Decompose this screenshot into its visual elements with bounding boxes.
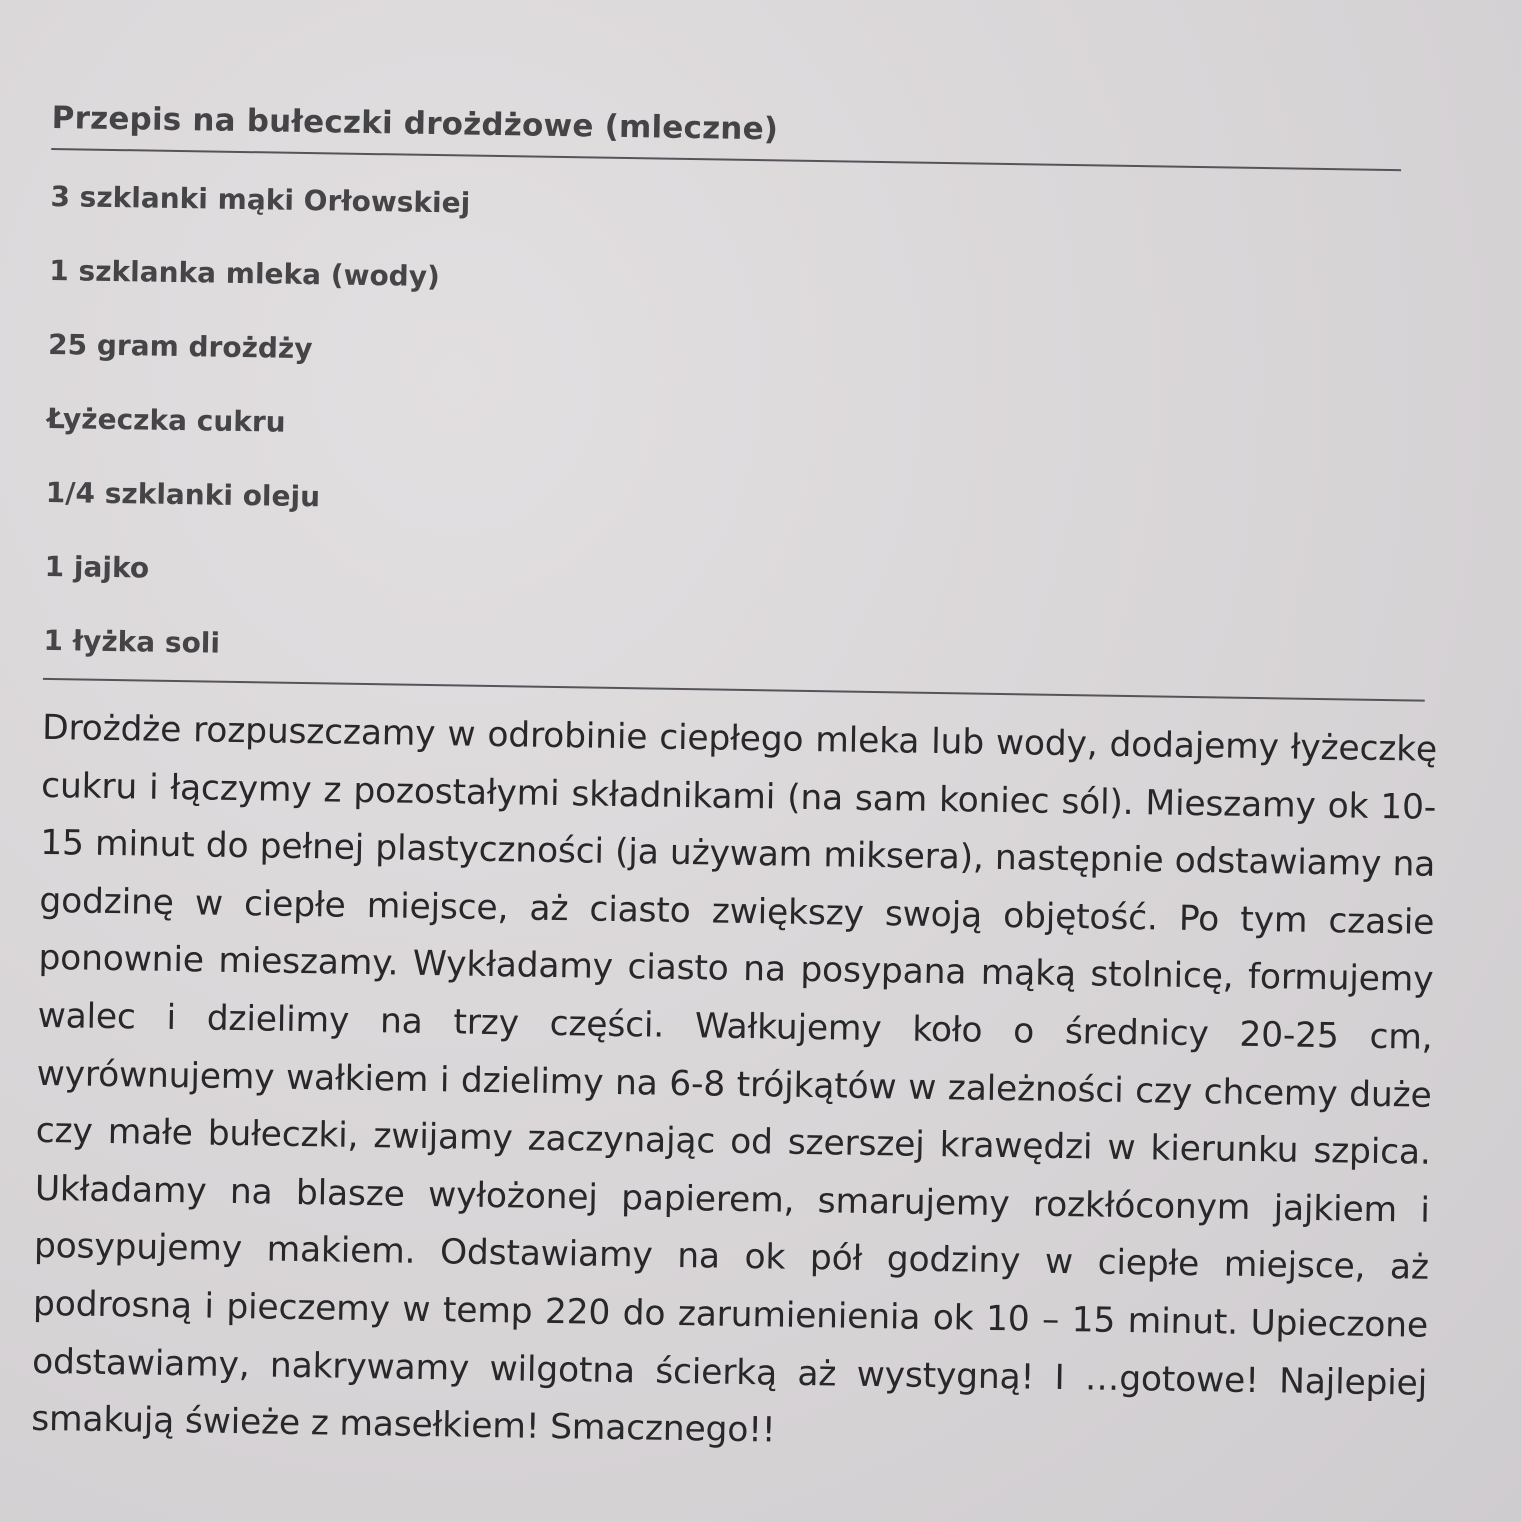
ingredient-item: 3 szklanki mąki Orłowskiej — [50, 179, 471, 220]
ingredient-item: 1 jajko — [44, 549, 150, 585]
ingredient-item: 1/4 szklanki oleju — [45, 475, 321, 514]
ingredient-list — [43, 160, 1433, 702]
ingredient-item: 1 łyżka soli — [43, 623, 221, 660]
ingredient-item: 1 szklanka mleka (wody) — [49, 253, 441, 294]
ingredient-item: Łyżeczka cukru — [46, 401, 286, 439]
instructions-paragraph: Drożdże rozpuszczamy w odrobinie ciepłego mleka lub wody, dodajemy łyżeczkę cukru i łączymy z pozostałymi składnikami (na sam koniec sól). Mieszamy ok 10-15 minut do pełnej plastyczności (ja używam miksera), następnie odstawiamy na godzinę w ciepłe miejsce, aż ciasto zwiększy swoją objętość. Po tym czasie ponownie mieszamy. Wykładamy ciasto na posypana mąką stolnicę, formujemy walec i dzielimy na trzy części. Wałkujemy koło o średnicy 20-25 cm, wyrównujemy wałkiem i dzielimy na 6-8 trójkątów w zależności czy chcemy duże czy małe bułeczki, zwijamy zaczynając od szerszej krawędzi w kierunku szpica. Układamy na blasze wyłożonej papierem, smarujemy rozkłóconym jajkiem i posypujemy makiem. Odstawiamy na ok pół godziny w ciepłe miejsce, aż podrosną i pieczemy w temp 220 do zarumienienia ok 10 – 15 minut. Upieczone odstawiamy, nakrywamy wilgotna ścierką aż wystygną! I …gotowe! Najlepiej smakują świeże z masełkiem! Smacznego!! — [30, 707, 1438, 1451]
recipe-title: Przepis na bułeczki drożdżowe (mleczne) — [51, 100, 1402, 171]
recipe-document — [31, 100, 1462, 1471]
ingredient-item: 25 gram drożdży — [47, 327, 313, 366]
